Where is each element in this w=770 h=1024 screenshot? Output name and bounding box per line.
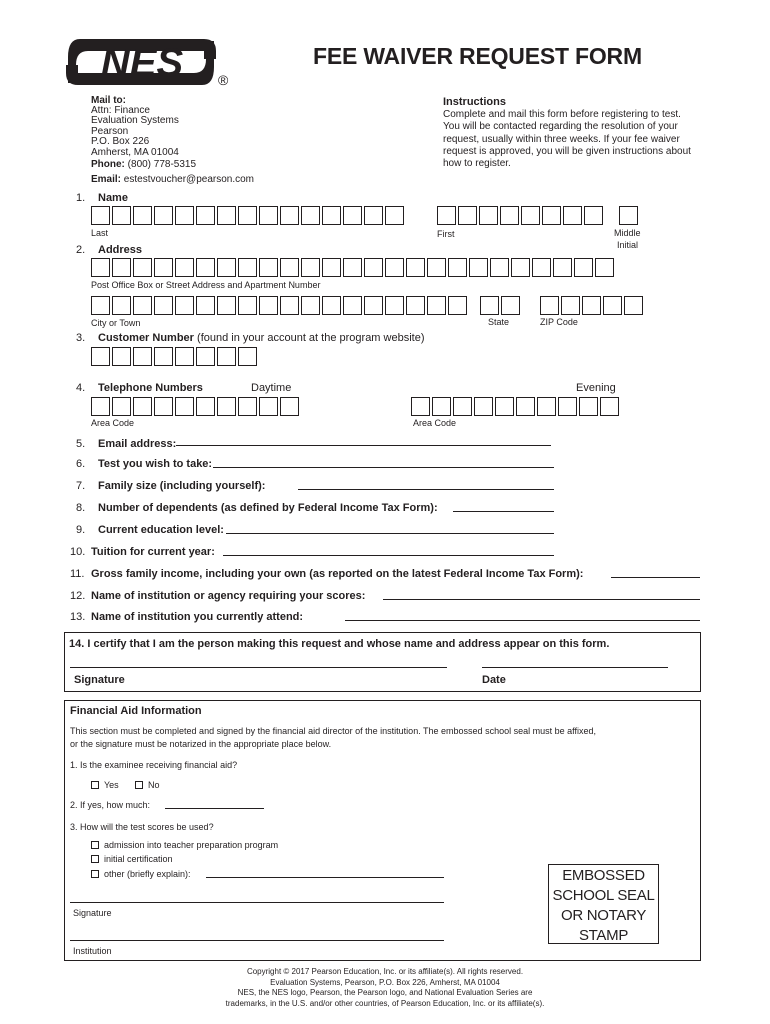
character-box[interactable] <box>175 206 194 225</box>
q11-answer-line[interactable] <box>611 565 700 578</box>
instructions-line: request is approved, you will be given instructions about <box>443 146 691 157</box>
character-box[interactable] <box>301 296 320 315</box>
character-box[interactable] <box>91 347 110 366</box>
character-box[interactable] <box>238 258 257 277</box>
character-box[interactable] <box>480 296 499 315</box>
character-box[interactable] <box>91 296 110 315</box>
character-box[interactable] <box>196 397 215 416</box>
mail-to-line: Amherst, MA 01004 <box>91 147 179 158</box>
no-label: No <box>148 780 160 790</box>
q6-answer-line[interactable] <box>213 455 554 468</box>
character-box[interactable] <box>516 397 535 416</box>
q4-number: 4. <box>76 382 86 394</box>
nes-logo-mark <box>66 35 216 89</box>
q7-text: Family size (including yourself): <box>98 480 266 492</box>
evening-phone-boxes[interactable] <box>411 397 621 416</box>
character-box[interactable] <box>112 206 131 225</box>
q6-number: 6. <box>76 458 86 470</box>
character-box[interactable] <box>154 206 173 225</box>
character-box[interactable] <box>133 397 152 416</box>
q12-number: 12. <box>70 590 86 602</box>
character-box[interactable] <box>500 206 519 225</box>
character-box[interactable] <box>301 206 320 225</box>
character-box[interactable] <box>217 397 236 416</box>
area-code-label: Area Code <box>413 418 457 428</box>
character-box[interactable] <box>322 296 341 315</box>
character-box[interactable] <box>479 206 498 225</box>
other-checkbox[interactable] <box>91 870 99 878</box>
daytime-phone-boxes[interactable] <box>91 397 301 416</box>
footer-line: trademarks, in the U.S. and/or other countries, of Pearson Education, Inc. or its affiliate(s). <box>225 998 545 1008</box>
character-box[interactable] <box>217 206 236 225</box>
fa-q2: 2. If yes, how much: <box>70 800 151 810</box>
q5-text: Email address: <box>98 438 177 450</box>
fa-signature-label: Signature <box>73 908 112 918</box>
character-box[interactable] <box>364 206 383 225</box>
character-box[interactable] <box>501 296 520 315</box>
character-box[interactable] <box>600 397 619 416</box>
q9-text: Current education level: <box>98 524 224 536</box>
character-box[interactable] <box>603 296 622 315</box>
embossed-seal-box <box>548 864 659 944</box>
mail-to-line: Evaluation Systems <box>91 115 179 126</box>
character-box[interactable] <box>574 258 593 277</box>
other-label: other (briefly explain): <box>104 869 191 879</box>
q13-number: 13. <box>70 611 86 623</box>
q11-number: 11. <box>70 568 85 580</box>
phone-number: (800) 778-5315 <box>127 159 197 170</box>
city-boxes[interactable] <box>91 296 469 315</box>
character-box[interactable] <box>91 258 110 277</box>
character-box[interactable] <box>411 397 430 416</box>
mail-to-line: P.O. Box 226 <box>91 136 150 147</box>
character-box[interactable] <box>217 347 236 366</box>
character-box[interactable] <box>259 296 278 315</box>
character-box[interactable] <box>154 347 173 366</box>
q3-number: 3. <box>76 332 86 344</box>
fa-opt-certification[interactable] <box>91 854 173 865</box>
character-box[interactable] <box>469 258 488 277</box>
character-box[interactable] <box>542 206 561 225</box>
phone-label: Phone: <box>91 159 125 170</box>
character-box[interactable] <box>133 347 152 366</box>
character-box[interactable] <box>238 347 257 366</box>
q3-label <box>76 332 425 344</box>
character-box[interactable] <box>563 206 582 225</box>
character-box[interactable] <box>133 296 152 315</box>
svg-text:NES: NES <box>100 41 184 85</box>
last-label: Last <box>91 228 109 238</box>
footer <box>0 967 770 1009</box>
q9-number: 9. <box>76 524 86 536</box>
instructions-line: how to register. <box>443 158 511 169</box>
q7-label <box>76 480 265 492</box>
q10-number: 10. <box>70 546 86 558</box>
character-box[interactable] <box>91 397 110 416</box>
footer-line: NES, the NES logo, Pearson, the Pearson logo, and National Evaluation Series are <box>237 988 533 997</box>
q3-text: Customer Number <box>98 332 194 344</box>
nes-logo <box>66 35 216 89</box>
q4-text: Telephone Numbers <box>98 382 203 394</box>
stamp-line: SCHOOL SEAL <box>552 887 655 904</box>
q8-answer-line[interactable] <box>453 499 554 512</box>
character-box[interactable] <box>343 258 362 277</box>
character-box[interactable] <box>322 206 341 225</box>
character-box[interactable] <box>537 397 556 416</box>
character-box[interactable] <box>427 258 446 277</box>
q7-answer-line[interactable] <box>298 477 554 490</box>
character-box[interactable] <box>343 206 362 225</box>
state-label: State <box>488 317 510 327</box>
character-box[interactable] <box>259 397 278 416</box>
middle-initial-box[interactable] <box>619 206 640 225</box>
character-box[interactable] <box>453 397 472 416</box>
middle-label: Middle <box>614 228 641 238</box>
no-checkbox[interactable] <box>135 781 143 789</box>
fa-opt-other[interactable] <box>91 869 191 880</box>
character-box[interactable] <box>259 206 278 225</box>
mail-to-label: Mail to: <box>91 95 126 106</box>
character-box[interactable] <box>280 258 299 277</box>
character-box[interactable] <box>133 258 152 277</box>
financial-aid-intro: or the signature must be notarized in the appropriate place below. <box>70 739 332 749</box>
q10-answer-line[interactable] <box>223 543 554 556</box>
fa-opt-admission[interactable] <box>91 840 278 851</box>
character-box[interactable] <box>406 258 425 277</box>
first-label: First <box>437 229 455 239</box>
character-box[interactable] <box>175 296 194 315</box>
character-box[interactable] <box>238 397 257 416</box>
street-boxes[interactable] <box>91 258 616 277</box>
character-box[interactable] <box>175 258 194 277</box>
character-box[interactable] <box>579 397 598 416</box>
character-box[interactable] <box>553 258 572 277</box>
q13-text: Name of institution you currently attend: <box>91 611 304 623</box>
stamp-line: STAMP <box>578 927 629 944</box>
character-box[interactable] <box>301 258 320 277</box>
character-box[interactable] <box>196 296 215 315</box>
other-explain-line-2[interactable] <box>70 902 444 903</box>
q13-label <box>70 611 303 623</box>
q11-text: Gross family income, including your own (as reported on the latest Federal Income Tax Form): <box>91 568 584 580</box>
customer-number-boxes[interactable] <box>91 347 259 366</box>
evening-label: Evening <box>576 382 616 394</box>
zip-label: ZIP Code <box>540 317 578 327</box>
q2-text: Address <box>98 244 143 256</box>
signature-label: Signature <box>74 674 125 686</box>
date-line[interactable] <box>482 667 668 668</box>
character-box[interactable] <box>238 206 257 225</box>
q3-note: (found in your account at the program website) <box>197 332 425 344</box>
character-box[interactable] <box>175 397 194 416</box>
daytime-label: Daytime <box>251 382 292 394</box>
city-label: City or Town <box>91 318 141 328</box>
q10-text: Tuition for current year: <box>91 546 215 558</box>
character-box[interactable] <box>196 258 215 277</box>
character-box[interactable] <box>154 296 173 315</box>
character-box[interactable] <box>437 206 456 225</box>
character-box[interactable] <box>343 296 362 315</box>
q2-number: 2. <box>76 244 86 256</box>
character-box[interactable] <box>133 206 152 225</box>
character-box[interactable] <box>427 296 446 315</box>
email-label: Email: <box>91 174 122 185</box>
q6-text: Test you wish to take: <box>98 458 213 470</box>
phone-line <box>91 159 196 171</box>
q5-answer-line[interactable] <box>176 433 551 446</box>
character-box[interactable] <box>584 206 603 225</box>
q12-label <box>70 590 365 602</box>
q8-text: Number of dependents (as defined by Federal Income Tax Form): <box>98 502 438 514</box>
q6-label <box>76 458 212 470</box>
character-box[interactable] <box>624 296 643 315</box>
character-box[interactable] <box>154 258 173 277</box>
instructions-line: Complete and mail this form before registering to test. <box>443 109 681 120</box>
page-title: FEE WAIVER REQUEST FORM <box>313 43 642 69</box>
q4-label <box>76 382 203 394</box>
character-box[interactable] <box>385 296 404 315</box>
certification-label: initial certification <box>104 854 173 864</box>
fa-q1: 1. Is the examinee receiving financial aid? <box>70 760 238 770</box>
q13-answer-line[interactable] <box>345 608 700 621</box>
q5-label <box>76 438 176 450</box>
yes-label: Yes <box>104 780 119 790</box>
character-box[interactable] <box>217 258 236 277</box>
state-boxes[interactable] <box>480 296 522 315</box>
fa-q3: 3. How will the test scores be used? <box>70 822 214 832</box>
signature-line[interactable] <box>70 667 447 668</box>
mail-to-line: Attn: Finance <box>91 105 150 116</box>
character-box[interactable] <box>432 397 451 416</box>
email-line <box>91 174 254 186</box>
registered-mark: ® <box>218 72 229 88</box>
character-box[interactable] <box>595 258 614 277</box>
character-box[interactable] <box>364 296 383 315</box>
date-label: Date <box>482 674 506 686</box>
character-box[interactable] <box>112 347 131 366</box>
yes-checkbox[interactable] <box>91 781 99 789</box>
character-box[interactable] <box>91 206 110 225</box>
stamp-line: OR NOTARY <box>560 907 647 924</box>
character-box[interactable] <box>532 258 551 277</box>
instructions-heading: Instructions <box>443 96 506 108</box>
character-box[interactable] <box>217 296 236 315</box>
character-box[interactable] <box>495 397 514 416</box>
street-label: Post Office Box or Street Address and Apartment Number <box>91 280 321 290</box>
mail-to-line: Pearson <box>91 126 129 137</box>
initial-label: Initial <box>617 240 639 250</box>
character-box[interactable] <box>112 258 131 277</box>
character-box[interactable] <box>154 397 173 416</box>
fa-institution-label: Institution <box>73 946 112 956</box>
fa-no-option[interactable] <box>135 780 160 791</box>
q8-label <box>76 502 438 514</box>
character-box[interactable] <box>521 206 540 225</box>
fa-signature-line[interactable] <box>70 940 444 941</box>
q1-text: Name <box>98 192 128 204</box>
character-box[interactable] <box>406 296 425 315</box>
other-explain-line[interactable] <box>206 877 444 878</box>
instructions-line: You will be contacted regarding the resolution of your <box>443 121 678 132</box>
first-name-boxes[interactable] <box>437 206 605 225</box>
character-box[interactable] <box>458 206 477 225</box>
footer-line: Evaluation Systems, Pearson, P.O. Box 226, Amherst, MA 01004 <box>270 977 500 987</box>
character-box[interactable] <box>582 296 601 315</box>
character-box[interactable] <box>558 397 577 416</box>
character-box[interactable] <box>259 258 278 277</box>
footer-line: Copyright © 2017 Pearson Education, Inc. or its affiliate(s). All rights reserved. <box>246 967 524 976</box>
character-box[interactable] <box>112 397 131 416</box>
character-box[interactable] <box>511 258 530 277</box>
q2-label <box>76 244 142 256</box>
character-box[interactable] <box>238 296 257 315</box>
character-box[interactable] <box>280 296 299 315</box>
q12-answer-line[interactable] <box>383 587 700 600</box>
stamp-line: EMBOSSED <box>562 867 645 884</box>
character-box[interactable] <box>196 347 215 366</box>
fa-yes-option[interactable] <box>91 780 119 791</box>
q14-statement: I certify that I am the person making this request and whose name and address appear on this form. <box>87 638 610 650</box>
character-box[interactable] <box>385 206 404 225</box>
character-box[interactable] <box>175 347 194 366</box>
character-box[interactable] <box>196 206 215 225</box>
character-box[interactable] <box>385 258 404 277</box>
q5-number: 5. <box>76 438 86 450</box>
character-box[interactable] <box>364 258 383 277</box>
character-box[interactable] <box>448 296 467 315</box>
instructions-line: request, usually within three weeks. If your fee waiver <box>443 134 680 145</box>
character-box[interactable] <box>280 397 299 416</box>
q14-number: 14. <box>69 638 85 650</box>
character-box[interactable] <box>490 258 509 277</box>
q9-answer-line[interactable] <box>226 521 554 534</box>
certification-checkbox[interactable] <box>91 855 99 863</box>
q1-label <box>76 192 128 204</box>
q14-text <box>69 638 609 650</box>
character-box[interactable] <box>474 397 493 416</box>
last-name-boxes[interactable] <box>91 206 406 225</box>
character-box[interactable] <box>561 296 580 315</box>
aid-amount-line[interactable] <box>165 808 264 809</box>
character-box[interactable] <box>322 258 341 277</box>
q9-label <box>76 524 224 536</box>
admission-checkbox[interactable] <box>91 841 99 849</box>
character-box[interactable] <box>280 206 299 225</box>
q10-label <box>70 546 215 558</box>
character-box[interactable] <box>540 296 559 315</box>
zip-boxes[interactable] <box>540 296 645 315</box>
email-address: estestvoucher@pearson.com <box>123 174 255 185</box>
q7-number: 7. <box>76 480 86 492</box>
character-box[interactable] <box>448 258 467 277</box>
q12-text: Name of institution or agency requiring your scores: <box>91 590 366 602</box>
admission-label: admission into teacher preparation program <box>104 840 279 850</box>
character-box[interactable] <box>112 296 131 315</box>
financial-aid-intro: This section must be completed and signed by the financial aid director of the institution. The embossed school seal must be affixed, <box>70 726 596 736</box>
area-code-label: Area Code <box>91 418 135 428</box>
q8-number: 8. <box>76 502 86 514</box>
q1-number: 1. <box>76 192 86 204</box>
financial-aid-heading: Financial Aid Information <box>70 705 202 717</box>
character-box[interactable] <box>619 206 638 225</box>
q11-label <box>70 568 583 580</box>
